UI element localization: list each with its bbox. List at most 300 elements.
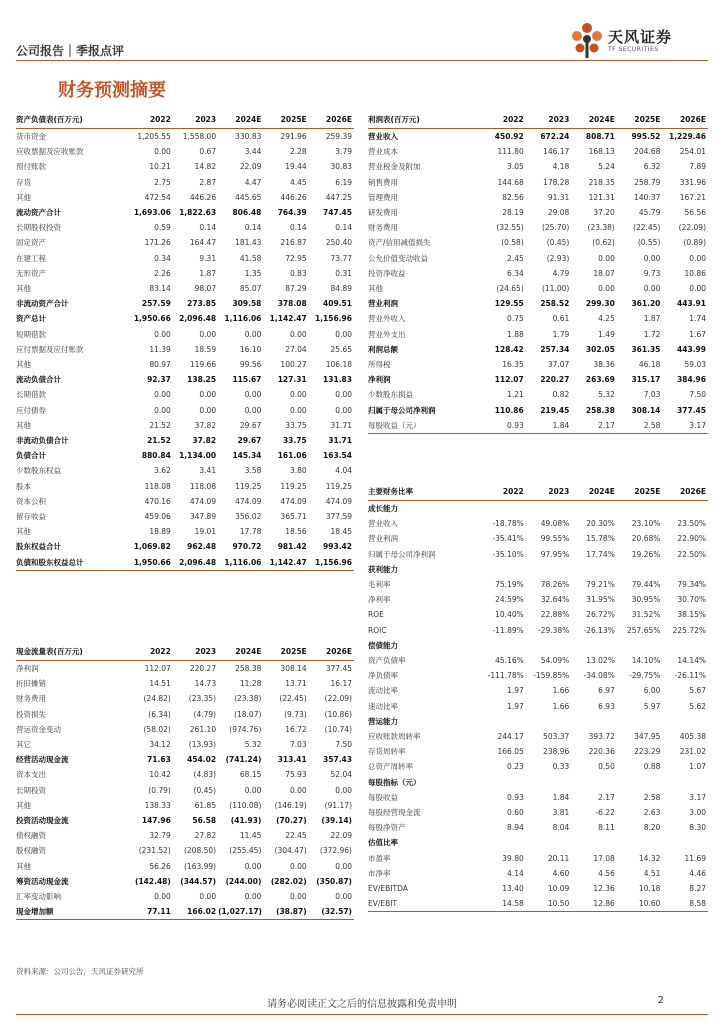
cell-value: 14.73 (194, 679, 217, 689)
cell-value: 1.79 (552, 329, 570, 339)
cell-value: (372.96) (319, 846, 352, 856)
cell-value: 377.59 (325, 512, 352, 522)
cell-value: 446.26 (189, 192, 217, 202)
cell-value: 23.10% (631, 519, 661, 529)
table-row (16, 327, 354, 342)
cell-value: 19.44 (285, 162, 307, 172)
cell-value: 16.17 (330, 679, 352, 689)
row-label: 在建工程 (16, 253, 46, 263)
cell-value: 1.74 (689, 314, 706, 324)
cell-value: 0.00 (154, 390, 171, 400)
table-title: 主要财务比率 (368, 484, 480, 501)
cell-value: -11.89% (492, 625, 524, 635)
cell-value: 56.56 (684, 208, 706, 218)
cell-value: (110.08) (229, 800, 262, 810)
cell-value: 0.00 (289, 329, 307, 339)
cell-value: 474.09 (235, 496, 262, 506)
cell-value: 1.84 (552, 792, 570, 802)
cell-value: 302.05 (585, 344, 615, 354)
cell-value: -18.78% (492, 519, 524, 529)
cell-value: 808.71 (585, 132, 615, 141)
row-label: 长期股权投资 (16, 223, 61, 233)
cell-value: 1.35 (244, 268, 262, 278)
cell-value (571, 775, 617, 790)
cell-value (480, 835, 526, 850)
cell-value: 6.97 (598, 686, 615, 696)
table-row (16, 311, 354, 326)
cell-value: 21.52 (147, 436, 171, 446)
cell-value: 161.06 (277, 451, 307, 461)
cell-value: 1,205.55 (137, 132, 171, 141)
cell-value: 37.07 (547, 360, 570, 370)
cell-value: 238.96 (543, 747, 570, 757)
cell-value: 85.07 (239, 284, 262, 294)
cell-value: 9.31 (199, 253, 217, 263)
table-row (16, 722, 354, 737)
cell-value: 254.01 (679, 147, 706, 157)
cell-value: (0.79) (148, 785, 171, 795)
cell-value: (142.48) (135, 876, 171, 886)
cell-value: 16.72 (285, 724, 307, 734)
cell-value: 219.45 (540, 405, 570, 415)
cell-value: 0.34 (154, 253, 171, 263)
cell-value (662, 714, 708, 729)
cell-value: 257.59 (141, 299, 171, 309)
cell-value: (974.76) (229, 724, 262, 734)
table-row (368, 220, 708, 235)
table-row (16, 798, 354, 813)
cell-value: 3.17 (662, 418, 708, 434)
table-row (368, 251, 708, 266)
table-row (368, 372, 708, 387)
cell-value: 1.88 (507, 329, 524, 339)
row-label: 股东权益合计 (16, 542, 61, 552)
row-label: 流动负债合计 (16, 375, 61, 385)
cell-value: 8.11 (598, 823, 615, 833)
cell-value: 79.34% (677, 580, 706, 590)
table-row (16, 707, 354, 722)
cell-value: 112.07 (144, 664, 171, 673)
row-label: 少数股东权益 (16, 466, 61, 476)
cell-value: 18.59 (194, 344, 217, 354)
cell-value: 128.42 (494, 344, 524, 354)
column-header: 2023 (526, 112, 572, 129)
row-label: ROIC (368, 625, 387, 635)
table-row (368, 547, 708, 562)
cell-value: 14.32 (638, 853, 661, 863)
cell-value: 6.34 (507, 268, 524, 278)
cell-value: 31.95% (586, 595, 615, 605)
cell-value: 37.82 (194, 420, 217, 430)
cell-value: 84.89 (330, 284, 352, 294)
cell-value (571, 501, 617, 517)
column-header: 2024E (571, 112, 617, 129)
cell-value: (146.19) (274, 800, 307, 810)
cell-value: 10.86 (684, 268, 706, 278)
cell-value: 1,142.47 (269, 314, 307, 324)
cell-value: 0.00 (335, 329, 352, 339)
row-label: 归属于母公司净利润 (368, 405, 436, 415)
cell-value: 409.51 (323, 299, 352, 309)
cell-value: (0.45) (193, 785, 217, 795)
cell-value: 49.08% (540, 519, 570, 529)
column-header: 2022 (128, 112, 173, 129)
row-label: 营运能力 (368, 716, 398, 726)
cell-value: 11.69 (684, 853, 706, 863)
table-row (16, 859, 354, 874)
cell-value: 2.63 (643, 808, 661, 818)
cell-value: 2.75 (154, 177, 171, 187)
cell-value: 993.42 (323, 542, 352, 552)
cell-value: 4.79 (552, 268, 570, 278)
cell-value (617, 714, 663, 729)
cell-value: (13.93) (188, 740, 217, 750)
cell-value: 309.58 (232, 299, 262, 309)
row-label: 营业利润 (368, 534, 398, 544)
cell-value: 365.71 (280, 512, 307, 522)
cell-value: 8.27 (689, 884, 706, 894)
cell-value: -26.11% (674, 671, 706, 681)
column-header: 2025E (263, 112, 308, 129)
cell-value: 0.00 (335, 892, 352, 902)
row-label: 应收票据及应收账款 (16, 147, 84, 157)
cell-value: 0.93 (480, 418, 526, 434)
table-row (16, 676, 354, 691)
cell-value: 2.45 (507, 253, 524, 263)
cell-value: 11.45 (239, 831, 262, 841)
section-heading-row (368, 501, 708, 517)
cell-value: 6.32 (643, 162, 661, 172)
cell-value: 764.39 (277, 208, 307, 218)
cell-value: 361.20 (631, 299, 661, 309)
section-heading-row (368, 775, 708, 790)
row-label: 长期借款 (16, 390, 46, 400)
row-label: 营业利润 (368, 299, 398, 309)
cell-value: 28.19 (502, 208, 524, 218)
cell-value (526, 775, 572, 790)
cell-value (526, 562, 572, 577)
cell-value: 1,822.63 (179, 208, 217, 218)
cell-value: 17.08 (593, 853, 615, 863)
cell-value: 0.00 (244, 329, 262, 339)
cell-value: 2.17 (571, 418, 617, 434)
cell-value: 138.25 (187, 375, 217, 385)
row-label: 每股经营现金流 (368, 808, 421, 818)
table-row (16, 144, 354, 159)
cell-value: 78.26% (540, 580, 570, 590)
cell-value: 259.39 (325, 132, 352, 141)
row-label: 其他 (368, 284, 383, 294)
cell-value: 0.00 (154, 147, 171, 157)
cell-value: 0.88 (643, 762, 661, 772)
cell-value: 4.14 (507, 868, 524, 878)
cell-value (526, 714, 572, 729)
cell-value: 145.34 (232, 451, 262, 461)
cell-value: 5.97 (643, 701, 661, 711)
cell-value: 166.05 (497, 747, 524, 757)
row-label: 资产负债率 (368, 656, 406, 666)
table-row (368, 577, 708, 592)
cell-value: 257.65% (627, 625, 661, 635)
cell-value: 24.59% (495, 595, 524, 605)
row-label: 长期投资 (16, 785, 46, 795)
cell-value: 10.40% (495, 610, 524, 620)
table-row (368, 403, 708, 418)
row-label: 每股收益 (368, 792, 398, 802)
row-label: 销售费用 (368, 177, 398, 187)
cell-value: 347.95 (634, 732, 661, 742)
table-row (16, 433, 354, 448)
cell-value: (4.79) (193, 709, 217, 719)
row-label: 短期借款 (16, 329, 46, 339)
table-title: 资产负债表(百万元) (16, 112, 128, 129)
cell-value: (1,027.17) (218, 904, 263, 920)
cell-value: (350.87) (316, 876, 352, 886)
cell-value: 0.00 (598, 284, 615, 294)
cell-value: 0.00 (598, 253, 615, 263)
table-row (16, 357, 354, 372)
cell-value: 405.38 (679, 732, 706, 742)
cell-value: 33.75 (285, 420, 307, 430)
cell-value: 131.83 (323, 375, 352, 385)
table-row (16, 828, 354, 843)
cell-value: (32.57) (309, 904, 354, 920)
cell-value: 356.02 (235, 512, 262, 522)
cell-value: 16.35 (502, 360, 524, 370)
cell-value: (32.55) (496, 223, 524, 233)
cell-value: (282.02) (270, 876, 307, 886)
row-label: 筹资活动现金流 (16, 876, 69, 886)
cell-value: 330.83 (235, 132, 262, 141)
cell-value: 112.07 (494, 375, 524, 385)
row-label: 资本公积 (16, 496, 46, 506)
cell-value: 5.62 (689, 701, 706, 711)
table-row (368, 729, 708, 744)
cell-value: 119.25 (235, 481, 262, 491)
cell-value: (22.09) (324, 694, 352, 704)
column-header: 2026E (662, 112, 708, 129)
cell-value (662, 562, 708, 577)
balance-sheet-table (16, 112, 354, 571)
cell-value: 19.26% (631, 549, 661, 559)
cell-value: 474.09 (325, 496, 352, 506)
cell-value: 0.00 (154, 329, 171, 339)
cell-value: -111.78% (487, 671, 524, 681)
column-header: 2023 (173, 644, 218, 661)
cell-value: 8.58 (662, 896, 708, 912)
cell-value: 962.48 (187, 542, 217, 552)
cell-value: 13.02% (586, 656, 615, 666)
cell-value: 118.08 (189, 481, 217, 491)
cell-value: 10.18 (638, 884, 661, 894)
cell-value: 291.96 (280, 132, 307, 141)
cell-value: 1.66 (552, 701, 570, 711)
row-label: 股本 (16, 481, 31, 491)
table-row (16, 190, 354, 205)
cell-value: 4.18 (552, 162, 570, 172)
row-label: 营业外支出 (368, 329, 406, 339)
cell-value: 443.91 (677, 299, 706, 309)
cell-value: 1,116.06 (218, 555, 263, 571)
cell-value: 5.32 (244, 740, 262, 750)
cell-value: 216.87 (280, 238, 307, 248)
cell-value: 30.95% (631, 595, 661, 605)
cell-value: 0.14 (289, 223, 307, 233)
row-label: 投资损失 (16, 709, 46, 719)
table-row (16, 509, 354, 524)
cell-value: 0.93 (507, 792, 524, 802)
row-label: 净利率 (368, 595, 391, 605)
cell-value: 3.00 (689, 808, 706, 818)
cell-value: 0.00 (244, 861, 262, 871)
table-row (368, 159, 708, 174)
cell-value: 27.82 (194, 831, 217, 841)
cell-value: 129.55 (494, 299, 524, 309)
cell-value: (38.87) (263, 904, 308, 920)
cell-value: 1,950.66 (128, 555, 173, 571)
row-label: 净利润 (16, 664, 39, 673)
cell-value: 0.00 (335, 861, 352, 871)
table-row (368, 516, 708, 531)
table-row (368, 296, 708, 311)
cell-value: 0.23 (507, 762, 524, 772)
cell-value: 17.74% (586, 549, 615, 559)
cell-value: (231.52) (138, 846, 171, 856)
cell-value: 167.21 (679, 192, 706, 202)
cell-value: 140.37 (634, 192, 661, 202)
table-row (368, 387, 708, 402)
cell-value: 16.10 (239, 344, 262, 354)
row-label: 应付票据及应付账款 (16, 344, 84, 354)
column-header: 2026E (662, 484, 708, 501)
table-row (16, 843, 354, 858)
row-label: 毛利率 (368, 580, 391, 590)
cell-value: 6.00 (643, 686, 661, 696)
cell-value: 1.07 (689, 762, 706, 772)
cell-value (480, 714, 526, 729)
row-label: 净负债率 (368, 671, 398, 681)
table-row (16, 783, 354, 798)
cell-value: 5.32 (598, 390, 615, 400)
table-row (16, 904, 354, 920)
cell-value: 110.86 (494, 405, 524, 415)
cell-value: 459.06 (144, 512, 171, 522)
cell-value: -35.41% (492, 534, 524, 544)
cell-value: 119.66 (189, 360, 217, 370)
cell-value: 0.00 (335, 405, 352, 415)
cell-value: 0.00 (289, 892, 307, 902)
row-label: 每股收益（元） (368, 418, 480, 434)
cell-value: 56.26 (149, 861, 171, 871)
cell-value: 7.03 (289, 740, 307, 750)
row-label: 每股净资产 (368, 823, 406, 833)
cell-value: 3.62 (154, 466, 171, 476)
row-label: 研发费用 (368, 208, 398, 218)
cell-value: 21.52 (149, 420, 171, 430)
cell-value: 4.56 (598, 868, 615, 878)
row-label: 资产/信用减值损失 (368, 238, 431, 248)
cell-value: 37.82 (192, 436, 217, 446)
cell-value: (0.55) (637, 238, 661, 248)
cell-value: (22.45) (279, 694, 307, 704)
cell-value: 3.17 (689, 792, 706, 802)
table-row (368, 327, 708, 342)
row-label: 所得税 (368, 360, 391, 370)
cell-value: 1,229.46 (668, 132, 706, 141)
table-header-row (16, 644, 354, 661)
table-row (368, 623, 708, 638)
cell-value: 92.37 (147, 375, 171, 385)
table-row (16, 372, 354, 387)
cell-value: 0.61 (552, 314, 570, 324)
cell-value: 6.19 (335, 177, 352, 187)
cell-value: -26.13% (583, 625, 615, 635)
cell-value: 0.00 (154, 892, 171, 902)
cell-value: (70.27) (276, 816, 307, 826)
cell-value: 258.79 (634, 177, 661, 187)
cell-value: 446.26 (280, 192, 307, 202)
cell-value: (2.93) (546, 253, 570, 263)
table-row (368, 683, 708, 698)
cell-value: 75.93 (285, 770, 307, 780)
cell-value: 225.72% (672, 625, 706, 635)
cell-value: 0.00 (689, 284, 706, 294)
row-label: 获利能力 (368, 564, 398, 574)
cell-value: (24.65) (496, 284, 524, 294)
table-row (368, 805, 708, 820)
cell-value: 377.45 (325, 664, 352, 673)
cell-value: (23.35) (188, 694, 217, 704)
table-row (368, 342, 708, 357)
cell-value: 1.67 (689, 329, 706, 339)
cell-value: (255.45) (229, 846, 262, 856)
footer-divider (16, 1014, 708, 1015)
table-row (368, 531, 708, 546)
row-label: 财务费用 (16, 694, 46, 704)
cell-value: 14.82 (194, 162, 217, 172)
table-row (16, 874, 354, 889)
cell-value: 127.31 (277, 375, 307, 385)
table-row (368, 881, 708, 896)
cell-value: 91.31 (547, 192, 570, 202)
cell-value: 118.08 (144, 481, 171, 491)
table-row (16, 463, 354, 478)
cell-value: 20.11 (547, 853, 570, 863)
cell-value: (25.70) (541, 223, 570, 233)
cell-value: (0.45) (546, 238, 570, 248)
cell-value: 503.37 (543, 732, 570, 742)
cell-value: 4.51 (643, 868, 661, 878)
cell-value: 10.42 (149, 770, 171, 780)
cell-value: 138.33 (144, 800, 171, 810)
row-label: 其他 (16, 360, 31, 370)
cell-value: 164.47 (189, 238, 217, 248)
cell-value: 0.00 (199, 390, 217, 400)
cell-value: (22.45) (633, 223, 661, 233)
cell-value: 0.83 (289, 268, 307, 278)
row-label: 非流动负债合计 (16, 436, 69, 446)
table-title: 利润表(百万元) (368, 112, 480, 129)
cell-value (571, 562, 617, 577)
cell-value: 100.27 (280, 360, 307, 370)
cell-value: 447.25 (325, 192, 352, 202)
table-row (368, 190, 708, 205)
cell-value (662, 775, 708, 790)
cell-value: 1.87 (199, 268, 217, 278)
table-row (368, 653, 708, 668)
cell-value: 79.21% (586, 580, 615, 590)
cell-value: 87.29 (285, 284, 307, 294)
